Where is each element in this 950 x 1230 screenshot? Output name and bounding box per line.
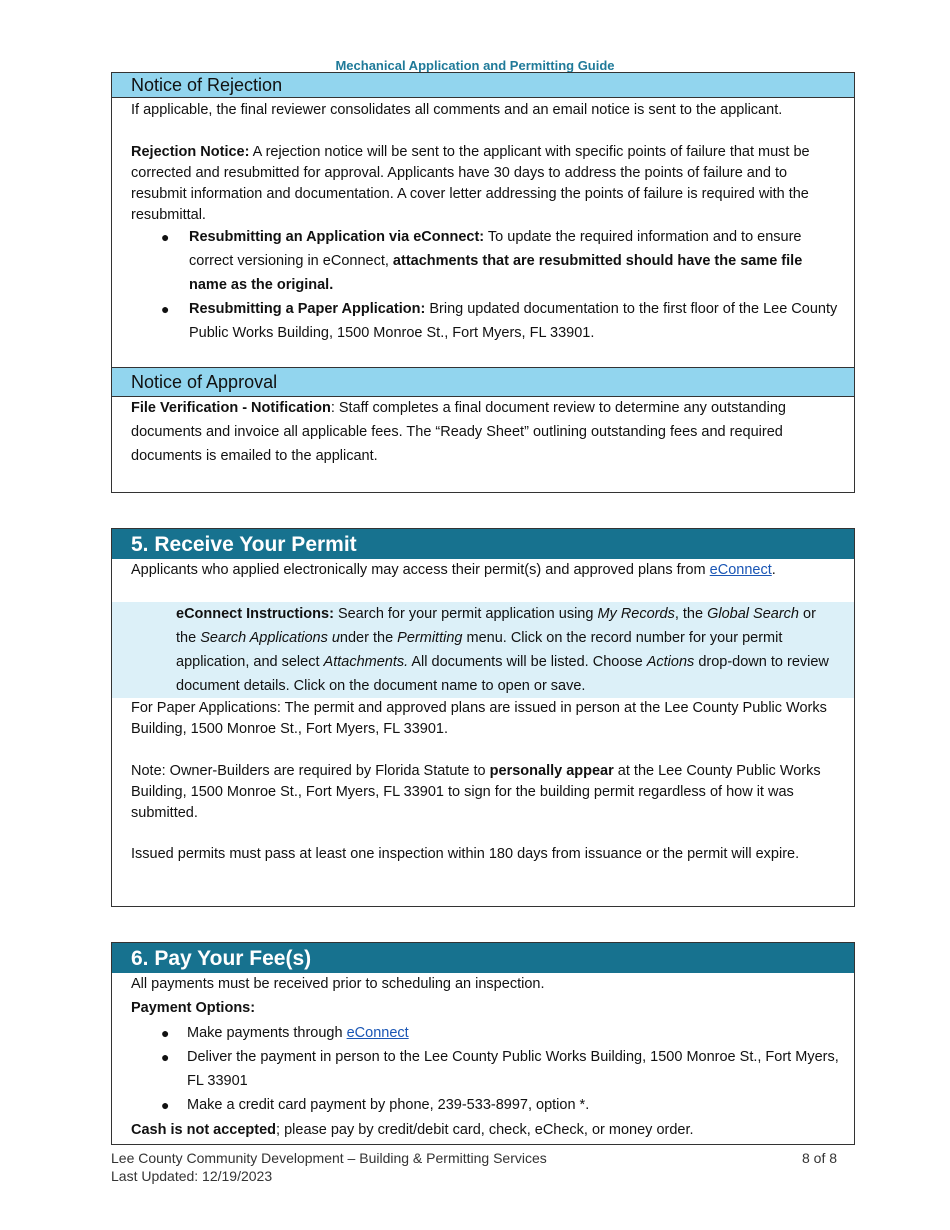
payment-options-list <box>112 1021 840 1117</box>
rejection-notice <box>131 142 840 226</box>
cash-bold: Cash is not accepted <box>131 1122 277 1138</box>
footer-left <box>111 1149 547 1185</box>
note-text: Note: Owner-Builders are required by Florida Statute to <box>131 763 486 779</box>
owner-builder-note <box>131 761 840 824</box>
pay-fees-heading: 6. Pay Your Fee(s) <box>112 943 854 973</box>
bullet-label: Resubmitting a Paper Application: <box>189 301 426 317</box>
option-text: Make payments through <box>187 1025 343 1041</box>
bullet-label: Resubmitting an Application via eConnect: <box>189 229 485 245</box>
rejection-notice-label: Rejection Notice: <box>131 144 250 160</box>
list-item <box>112 1021 840 1045</box>
instr-italic: Actions <box>646 654 695 670</box>
instr-text: drop-down to review document details. Click on the document name to open or save. <box>176 654 829 694</box>
bullet-icon: ● <box>161 1097 170 1113</box>
instr-italic: Permitting <box>397 630 463 646</box>
instr-text: nder the <box>339 630 394 646</box>
cash-not-accepted <box>131 1120 840 1141</box>
instr-text: , the <box>674 606 704 622</box>
list-item <box>112 297 840 345</box>
bullet-text: To update the required information and to ensure correct versioning in eConnect, <box>189 229 802 269</box>
rejection-intro: If applicable, the final reviewer consolidates all comments and an email notice is sent to the applicant. <box>131 102 783 118</box>
pay-fees-section <box>111 942 855 1145</box>
list-item <box>112 1045 840 1093</box>
instr-text: Search for your permit application using <box>337 606 594 622</box>
footer-org: Lee County Community Development – Building & Permitting Services <box>111 1150 547 1166</box>
econnect-link[interactable]: eConnect <box>709 562 772 578</box>
instr-italic: Global Search <box>707 606 799 622</box>
instructions-label: eConnect Instructions: <box>176 606 334 622</box>
receive-permit-heading: 5. Receive Your Permit <box>112 529 854 559</box>
payment-options-label-text: Payment Options: <box>131 1000 256 1016</box>
bullet-icon: ● <box>161 1049 170 1065</box>
option-text: Make a credit card payment by phone, 239-533-8997, option *. <box>187 1097 590 1113</box>
receive-intro-text: Applicants who applied electronically may access their permit(s) and approved plans from <box>131 562 706 578</box>
instr-italic: Search Applications u <box>200 630 340 646</box>
instr-text: menu. Click on the record number for your permit application, and select <box>176 630 783 670</box>
rejection-bullets <box>112 225 840 345</box>
footer-updated: Last Updated: 12/19/2023 <box>111 1168 273 1184</box>
payment-options-label <box>131 998 840 1019</box>
instr-italic: My Records <box>597 606 675 622</box>
rejection-heading: Notice of Rejection <box>112 73 854 98</box>
bullet-bold-tail: attachments that are resubmitted should have the same file name as the original. <box>189 253 803 293</box>
note-bold: personally appear <box>489 763 614 779</box>
instr-italic: Attachments. <box>323 654 409 670</box>
paper-applications-text: For Paper Applications: The permit and approved plans are issued in person at the Lee County Public Works Building, 1500 Monroe St., Fort Myers, FL 33901. <box>131 700 827 737</box>
page-header-title: Mechanical Application and Permitting Guide <box>335 58 615 73</box>
bullet-text: Bring updated documentation to the first floor of the Lee County Public Works Building, 1500 Monroe St., Fort Myers, FL 33901. <box>189 301 838 341</box>
rejection-notice-text: A rejection notice will be sent to the applicant with specific points of failure that must be corrected and resubmitted for approval. Applicants have 30 days to address the points of failure and to resubmit information and documentation. A cover letter addressing the points of failure is required with the resubmittal. <box>131 144 810 223</box>
econnect-payment-link[interactable]: eConnect <box>346 1025 409 1041</box>
instr-text: All documents will be listed. Choose <box>411 654 643 670</box>
approval-label: File Verification - Notification <box>131 400 331 416</box>
page-number: 8 of 8 <box>802 1150 838 1166</box>
approval-body: : Staff completes a final document review to determine any outstanding documents and invoice all applicable fees. The “Ready Sheet” outlining outstanding fees and required documents is emailed to the applicant. <box>131 400 786 464</box>
fees-intro: All payments must be received prior to scheduling an inspection. <box>131 976 545 992</box>
econnect-instructions <box>112 602 854 698</box>
issued-permits-text: Issued permits must pass at least one inspection within 180 days from issuance or the permit will expire. <box>131 846 800 862</box>
option-text: Deliver the payment in person to the Lee County Public Works Building, 1500 Monroe St., Fort Myers, FL 33901 <box>187 1049 839 1089</box>
list-item <box>112 1093 840 1117</box>
instr-text: or the <box>176 606 816 646</box>
approval-heading: Notice of Approval <box>112 368 854 397</box>
bullet-icon: ● <box>161 301 170 317</box>
approval-text <box>131 396 840 468</box>
list-item <box>112 225 840 297</box>
bullet-icon: ● <box>161 1025 170 1041</box>
receive-intro-end: . <box>771 562 776 578</box>
note-text: at the Lee County Public Works Building, 1500 Monroe St., Fort Myers, FL 33901 to sign for the building permit regardless of how it was submitted. <box>131 763 821 821</box>
cash-rest: ; please pay by credit/debit card, check, eCheck, or money order. <box>276 1122 694 1138</box>
rejection-section <box>111 72 855 368</box>
receive-intro <box>131 560 840 581</box>
approval-section <box>111 367 855 493</box>
receive-permit-section <box>111 528 855 907</box>
bullet-icon: ● <box>161 229 170 245</box>
